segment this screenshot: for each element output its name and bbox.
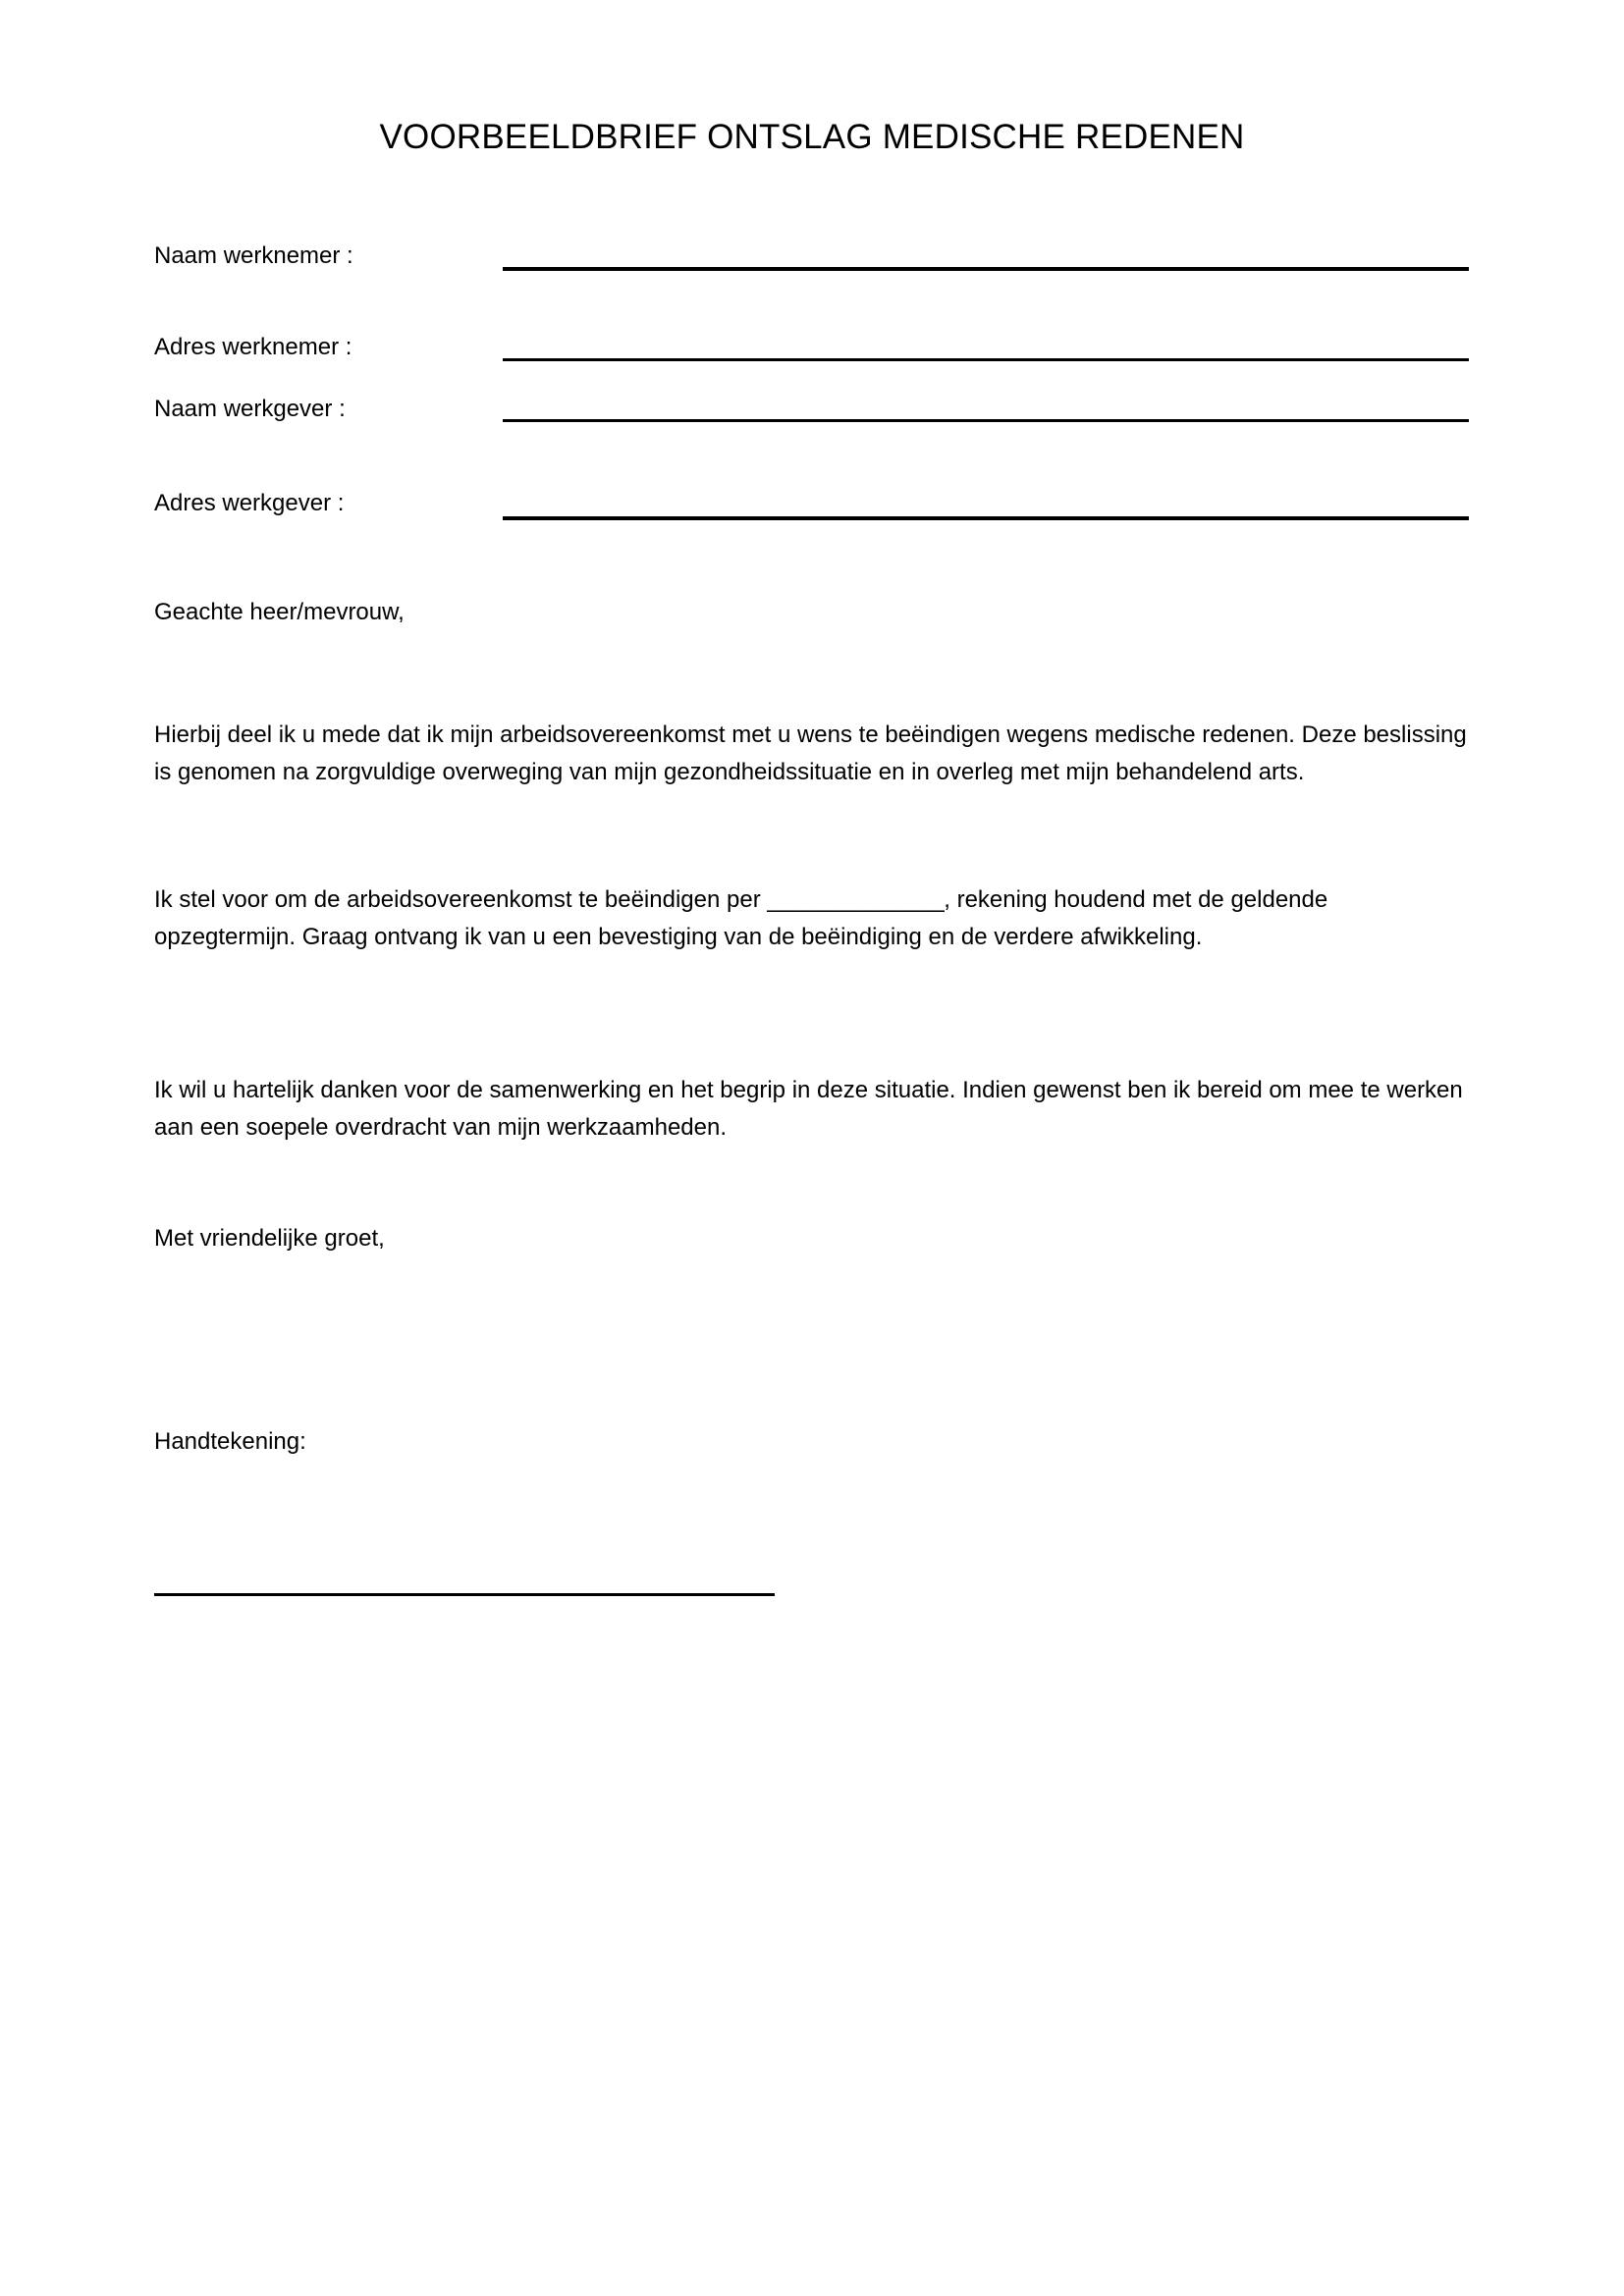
paragraph-2-text-after-blank: , rekening houdend met de geldende opzegtermijn. Graag ontvang ik van u een bevestiging van de beëindiging en de verdere afwikkeling.: [154, 886, 1328, 950]
paragraph-3-text: Ik wil u hartelijk danken voor de samenwerking en het begrip in deze situatie. Indien gewenst ben ik bereid om mee te werken aan een soepele overdracht van mijn werkzaamheden.: [154, 1077, 1463, 1141]
paragraph-3-block: [154, 1072, 1475, 1147]
paragraph-2-text: [154, 881, 1475, 956]
label-adres-werknemer: Adres werknemer :: [154, 334, 352, 360]
signature-label-block: [154, 1423, 1475, 1461]
form-row-naam-werknemer: [0, 240, 1624, 279]
paragraph-2-block: [154, 881, 1475, 956]
closing-text: Met vriendelijke groet,: [154, 1225, 385, 1252]
input-line-naam-werknemer[interactable]: [503, 267, 1469, 271]
label-naam-werkgever: Naam werkgever :: [154, 396, 346, 422]
paragraph-2-text-before-blank: Ik stel voor om de arbeidsovereenkomst te beëindigen per: [154, 886, 768, 913]
label-naam-werknemer: Naam werknemer :: [154, 242, 353, 269]
input-line-naam-werkgever[interactable]: [503, 419, 1469, 422]
label-adres-werkgever: Adres werkgever :: [154, 490, 345, 516]
closing-block: [154, 1220, 1475, 1257]
form-row-adres-werkgever: [0, 487, 1624, 526]
form-row-adres-werknemer: [0, 331, 1624, 370]
signature-input-line[interactable]: [154, 1593, 775, 1596]
paragraph-1-block: [154, 717, 1475, 791]
input-line-adres-werknemer[interactable]: [503, 358, 1469, 361]
date-blank-field[interactable]: ______________: [767, 886, 945, 913]
salutation-text: Geachte heer/mevrouw,: [154, 599, 405, 625]
signature-label-text: Handtekening:: [154, 1428, 306, 1455]
paragraph-1-text: Hierbij deel ik u mede dat ik mijn arbeidsovereenkomst met u wens te beëindigen wegens medische redenen. Deze beslissing is genomen na zorgvuldige overweging van mijn gezondheidssituatie en in overleg met mijn behandelend arts.: [154, 721, 1467, 785]
salutation-block: [154, 594, 1475, 631]
form-row-naam-werkgever: [0, 393, 1624, 432]
page-title: VOORBEELDBRIEF ONTSLAG MEDISCHE REDENEN: [379, 118, 1245, 156]
recipient-form-block: [0, 0, 1624, 550]
input-line-adres-werkgever[interactable]: [503, 516, 1469, 520]
